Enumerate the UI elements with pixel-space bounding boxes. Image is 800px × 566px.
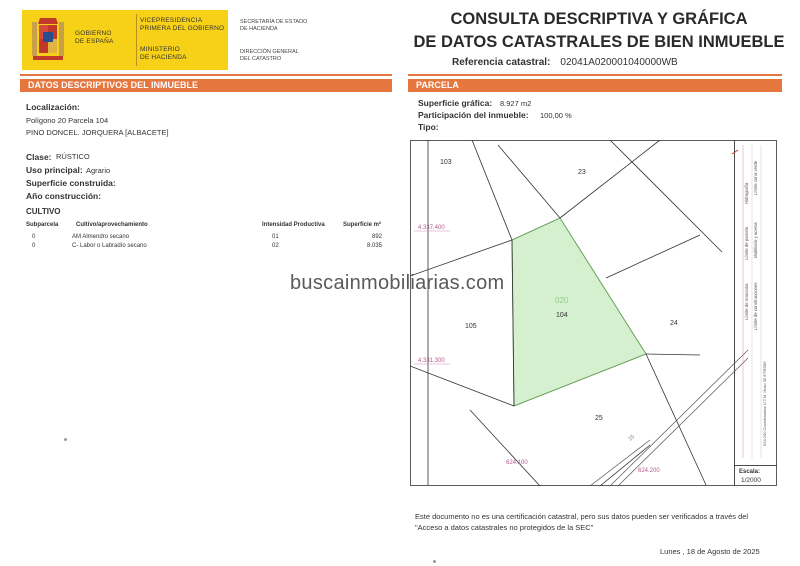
reference-value: 02041A020001040000WB [560, 57, 678, 68]
y-coord-mid: 4.331.300 [418, 358, 445, 364]
participacion-value: 100,00 % [540, 111, 572, 120]
y-coord-top: 4.337.400 [418, 225, 445, 231]
legend-hidrografia: Hidrografía [744, 182, 749, 204]
superficie-grafica-value: 8.927 m2 [500, 99, 532, 108]
cultivo-row2-cultivo: C- Labor o Labradío secano [72, 243, 147, 249]
reference-row [452, 57, 678, 68]
legend-limite-parcela: Límite de parcela [744, 227, 749, 260]
legend-manzana: Límite de manzana [744, 283, 749, 320]
document-date: Lunes , 18 de Agosto de 2025 [660, 547, 760, 556]
right-bar-top-line [408, 74, 782, 76]
left-bar-top-line [20, 74, 392, 76]
localizacion-label: Localización: [26, 102, 80, 112]
cultivo-row1-subparcela: 0 [32, 234, 36, 240]
disclaimer-note: Este documento no es una certificación catastral, pero sus datos pueden ser verificados a través del "Acceso a datos catastrales no protegidos de la SEC" [415, 512, 749, 532]
legend-coordinates: 624.200 Coordenadas U.T.M. Huso 30 ETRS89 [762, 361, 767, 446]
government-name: GOBIERNO DE ESPAÑA [75, 30, 114, 45]
superficie-construida-label: Superficie construida: [26, 178, 116, 188]
cadastral-map [410, 140, 780, 486]
legend-mobiliario: Mobiliario y aceras [753, 222, 758, 258]
cultivo-row1-superficie: 892 [372, 234, 383, 240]
reference-label: Referencia catastral: [452, 57, 551, 68]
parcel-label-23: 23 [578, 169, 586, 176]
cultivo-header-subparcela: Subparcela [26, 222, 59, 228]
uso-label: Uso principal: [26, 165, 83, 175]
page-title-line1: CONSULTA DESCRIPTIVA Y GRÁFICA [450, 10, 748, 28]
parcel-label-25: 25 [595, 415, 603, 422]
cultivo-row2-subparcela: 0 [32, 243, 36, 249]
cultivo-header-cultivo: Cultivo/aprovechamiento [76, 222, 148, 228]
legend-construcciones: Límite de construcciones [753, 282, 758, 330]
x-coord-right: 624.200 [638, 468, 660, 474]
ministerio-label: MINISTERIO DE HACIENDA [140, 46, 187, 61]
superficie-grafica-label: Superficie gráfica: [418, 98, 493, 108]
right-section-header: PARCELA [408, 79, 782, 92]
coat-of-arms-icon [30, 16, 66, 64]
participacion-label: Participación del inmueble: [418, 110, 529, 120]
localizacion-line1: Polígono 20 Parcela 104 [26, 116, 109, 125]
ano-construccion-label: Año construcción: [26, 191, 102, 201]
direccion-label: DIRECCIÓN GENERAL DEL CATASTRO [240, 49, 299, 62]
cultivo-header-intensidad: Intensidad Productiva [262, 222, 325, 228]
uso-value: Agrario [86, 166, 111, 175]
scale-label: Escala: [739, 469, 761, 475]
page-title-line2: DE DATOS CATASTRALES DE BIEN INMUEBLE [413, 33, 785, 51]
scale-value: 1/2000 [741, 477, 761, 484]
parcel-label-103: 103 [440, 159, 452, 166]
secretaria-label: SECRETARÍA DE ESTADO DE HACIENDA [240, 19, 308, 32]
parcel-label-24: 24 [670, 320, 678, 327]
cultivo-row2-intensidad: 02 [272, 243, 279, 249]
parcel-label-105: 105 [465, 323, 477, 330]
tipo-label: Tipo: [418, 122, 439, 132]
localizacion-line2: PINO DONCEL. JORQUERA [ALBACETE] [26, 128, 169, 137]
cultivo-header-superficie: Superficie m² [343, 222, 382, 228]
watermark-text: buscainmobiliarias.com [290, 272, 505, 294]
government-logo [22, 10, 228, 70]
cultivo-row1-intensidad: 01 [272, 234, 279, 240]
scan-dot [433, 560, 436, 563]
legend-zona-verde: Límite zona verde [753, 160, 758, 195]
highlight-parcel-label: 104 [556, 312, 568, 319]
cultivo-row1-cultivo: AM Almendro secano [72, 234, 130, 240]
poligono-label: 020 [555, 296, 569, 305]
clase-value: RÚSTICO [56, 152, 90, 161]
cultivo-title: CULTIVO [26, 207, 61, 216]
vicepresidencia-label: VICEPRESIDENCIA PRIMERA DEL GOBIERNO [140, 17, 225, 32]
scan-dot [64, 438, 67, 441]
x-coord-left: 624.100 [506, 460, 528, 466]
road-label: 25 [627, 433, 636, 443]
logo-divider [136, 14, 137, 66]
clase-label: Clase: [26, 152, 52, 162]
cultivo-row2-superficie: 8.035 [367, 243, 383, 249]
left-section-header: DATOS DESCRIPTIVOS DEL INMUEBLE [20, 79, 392, 92]
